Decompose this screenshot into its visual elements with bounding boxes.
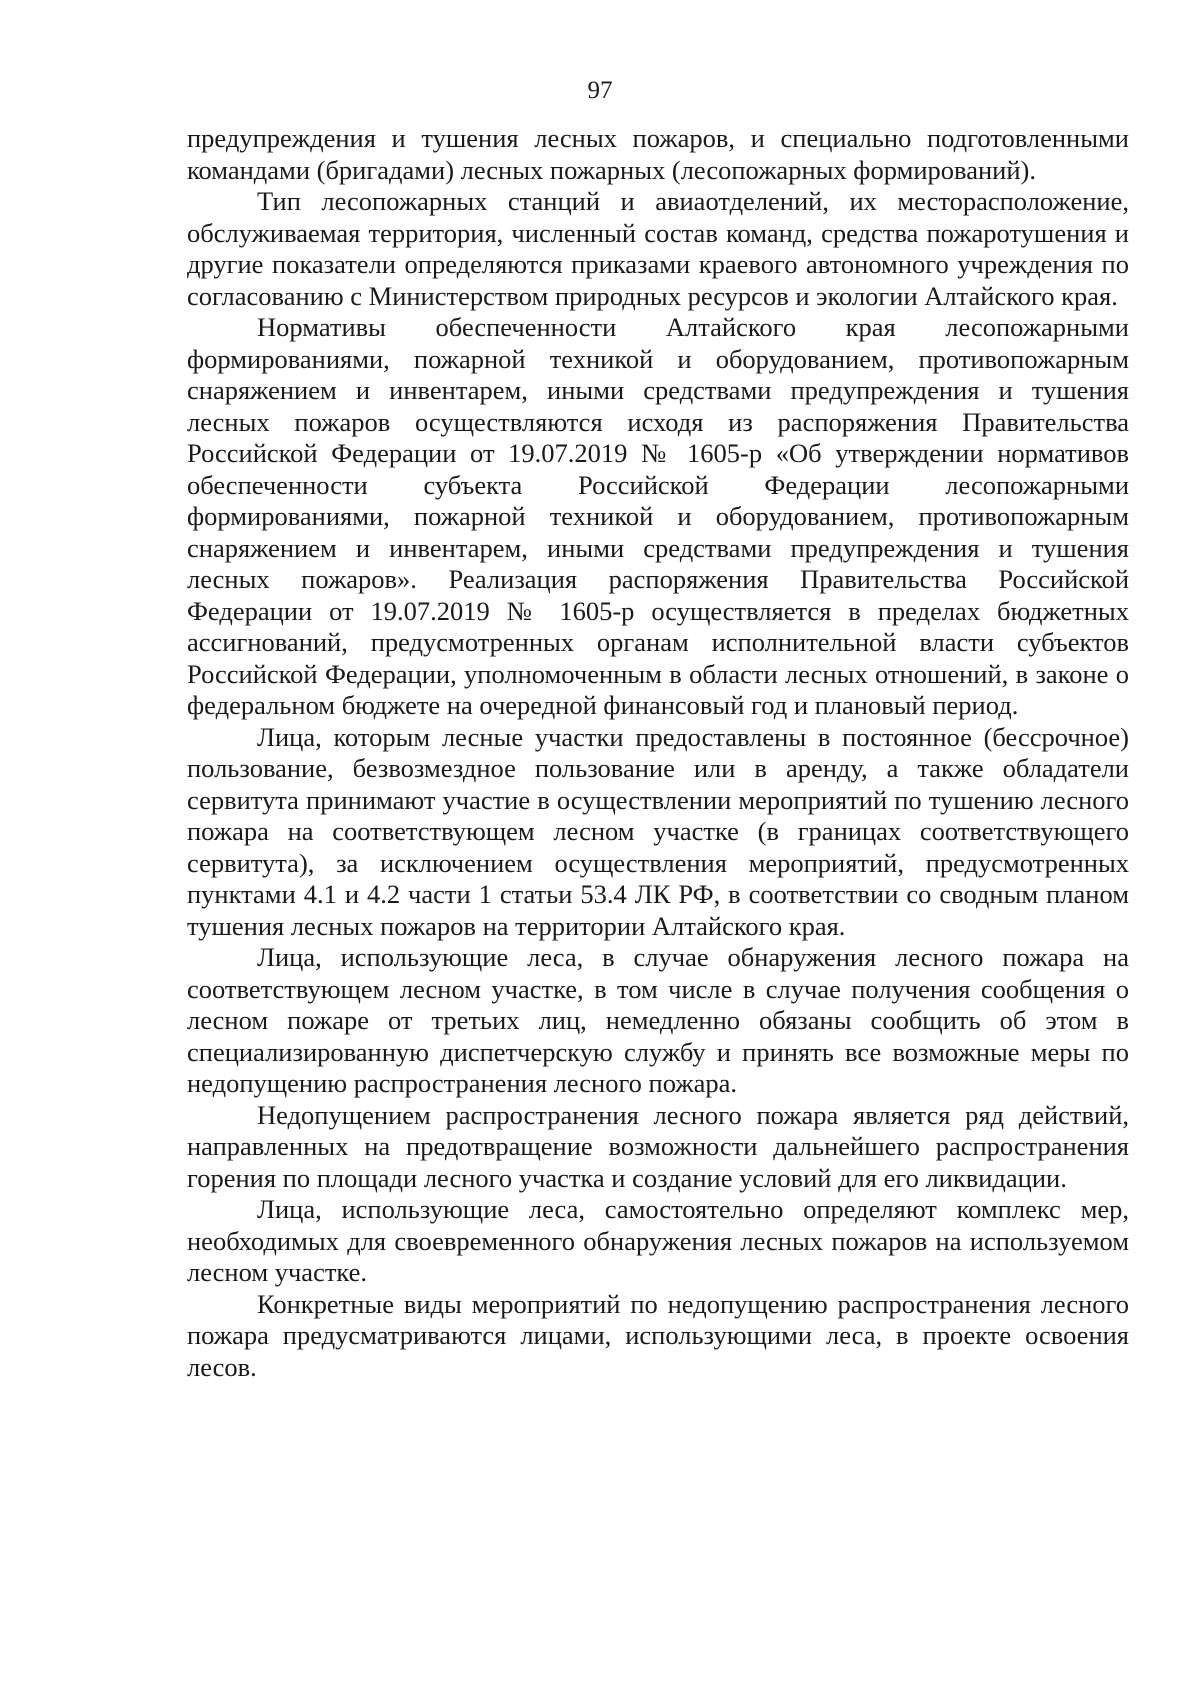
paragraph-fire-detection: Лица, использующие леса, в случае обнаружения лесного пожара на соответствующем лесном участке, в том числе в случае получения сообщения о лесном пожаре от третьих лиц, немедленно обязаны сообщить об этом в специализированную диспетчерскую службу и принять все возможные меры по недопущению распространения лесного пожара.: [187, 942, 1129, 1098]
page-number: 97: [587, 77, 613, 104]
paragraph-continued: предупреждения и тушения лесных пожаров, и специально подготовленными командами (бригадами) лесных пожарных (лесопожарных формирований).: [187, 123, 1129, 185]
document-body: [187, 123, 1129, 1383]
paragraph-spread-prevention: Недопущением распространения лесного пожара является ряд действий, направленных на предотвращение возможности дальнейшего распространения горения по площади лесного участка и создание условий для его ликвидации.: [187, 1099, 1129, 1193]
paragraph-stations: Тип лесопожарных станций и авиаотделений, их месторасположение, обслуживаемая территория, численный состав команд, средства пожаротушения и другие показатели определяются приказами краевого автономного учреждения по согласованию с Министерством природных ресурсов и экологии Алтайского края.: [187, 186, 1129, 311]
paragraph-norms: Нормативы обеспеченности Алтайского края лесопожарными формированиями, пожарной техникой и оборудованием, противопожарным снаряжением и инвентарем, иными средствами предупреждения и тушения лесных пожаров осуществляются исходя из распоряжения Правительства Российской Федерации от 19.07.2019 № 1605-р «Об утверждении нормативов обеспеченности субъекта Российской Федерации лесопожарными формированиями, пожарной техникой и оборудованием, противопожарным снаряжением и инвентарем, иными средствами предупреждения и тушения лесных пожаров». Реализация распоряжения Правительства Российской Федерации от 19.07.2019 № 1605-р осуществляется в пределах бюджетных ассигнований, предусмотренных органам исполнительной власти субъектов Российской Федерации, уполномоченным в области лесных отношений, в законе о федеральном бюджете на очередной финансовый год и плановый период.: [187, 312, 1129, 720]
paragraph-self-determined-measures: Лица, использующие леса, самостоятельно определяют комплекс мер, необходимых для своевременного обнаружения лесных пожаров на используемом лесном участке.: [187, 1194, 1129, 1287]
paragraph-land-users: Лица, которым лесные участки предоставлены в постоянное (бессрочное) пользование, безвозмездное пользование или в аренду, а также обладатели сервитута принимают участие в осуществлении мероприятий по тушению лесного пожара на соответствующем лесном участке (в границах соответствующего сервитута), за исключением осуществления мероприятий, предусмотренных пунктами 4.1 и 4.2 части 1 статьи 53.4 ЛК РФ, в соответствии со сводным планом тушения лесных пожаров на территории Алтайского края.: [187, 721, 1129, 941]
paragraph-specific-measures: Конкретные виды мероприятий по недопущению распространения лесного пожара предусматриваются лицами, использующими леса, в проекте освоения лесов.: [187, 1288, 1129, 1382]
